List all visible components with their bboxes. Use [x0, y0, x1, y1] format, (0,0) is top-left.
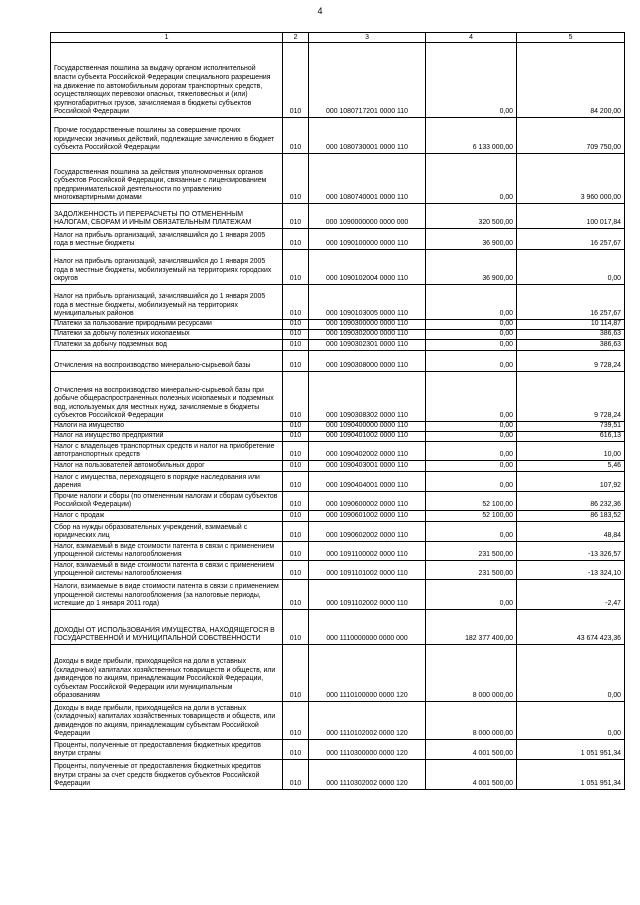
row-fact-cell: 3 960 000,00	[517, 154, 625, 204]
column-header-line-code: 2	[283, 33, 309, 43]
row-budget-code-cell: 000 1090103005 0000 110	[309, 285, 426, 320]
table-row	[51, 561, 625, 580]
row-line-code-cell: 010	[283, 154, 309, 204]
row-plan-cell: 0,00	[426, 580, 517, 610]
table-row	[51, 432, 625, 442]
row-plan-cell: 0,00	[426, 43, 517, 118]
row-fact-cell: 43 674 423,36	[517, 610, 625, 645]
table-row	[51, 118, 625, 154]
table-row	[51, 645, 625, 702]
table-row	[51, 511, 625, 522]
column-header-plan: 4	[426, 33, 517, 43]
table-row	[51, 372, 625, 422]
row-name-cell: Государственная пошлина за действия уполномоченных органов субъектов Российской Федерации, связанные с лицензированием предпринимательской деятельности по управлению многоквартирными домами	[51, 154, 283, 204]
row-plan-cell: 0,00	[426, 472, 517, 492]
table-row	[51, 340, 625, 351]
row-plan-cell: 0,00	[426, 320, 517, 330]
table-row	[51, 472, 625, 492]
row-fact-cell: 86 183,52	[517, 511, 625, 522]
row-plan-cell: 0,00	[426, 154, 517, 204]
row-fact-cell: 9 728,24	[517, 351, 625, 372]
row-line-code-cell: 010	[283, 351, 309, 372]
row-fact-cell: 386,63	[517, 340, 625, 351]
row-plan-cell: 52 100,00	[426, 492, 517, 511]
row-name-cell: Платежи за добычу подземных вод	[51, 340, 283, 351]
row-plan-cell: 231 500,00	[426, 542, 517, 561]
row-budget-code-cell: 000 1090302301 0000 110	[309, 340, 426, 351]
row-plan-cell: 36 900,00	[426, 229, 517, 250]
row-name-cell: Платежи за добычу полезных ископаемых	[51, 330, 283, 340]
row-budget-code-cell: 000 1091101002 0000 110	[309, 561, 426, 580]
row-budget-code-cell: 000 1080740001 0000 110	[309, 154, 426, 204]
row-line-code-cell: 010	[283, 740, 309, 760]
row-budget-code-cell: 000 1110000000 0000 000	[309, 610, 426, 645]
row-budget-code-cell: 000 1090402002 0000 110	[309, 442, 426, 461]
row-name-cell: Налог с продаж	[51, 511, 283, 522]
row-line-code-cell: 010	[283, 442, 309, 461]
row-line-code-cell: 010	[283, 422, 309, 432]
table-row	[51, 522, 625, 542]
row-name-cell: ЗАДОЛЖЕННОСТЬ И ПЕРЕРАСЧЕТЫ ПО ОТМЕНЕННЫМ НАЛОГАМ, СБОРАМ И ИНЫМ ОБЯЗАТЕЛЬНЫМ ПЛАТЕЖАМ	[51, 204, 283, 229]
row-name-cell: Налог на прибыль организаций, зачислявшийся до 1 января 2005 года в местные бюджеты, мобилизуемый на территориях муниципальных районов	[51, 285, 283, 320]
row-plan-cell: 0,00	[426, 340, 517, 351]
row-plan-cell: 0,00	[426, 372, 517, 422]
table-row	[51, 580, 625, 610]
row-plan-cell: 4 001 500,00	[426, 740, 517, 760]
row-budget-code-cell: 000 1090401002 0000 110	[309, 432, 426, 442]
row-plan-cell: 231 500,00	[426, 561, 517, 580]
row-name-cell: Налоги, взимаемые в виде стоимости патента в связи с применением упрощенной системы налогообложения (за налоговые периоды, истекшие до 1 января 2011 года)	[51, 580, 283, 610]
row-fact-cell: 0,00	[517, 645, 625, 702]
row-name-cell: Налог с владельцев транспортных средств и налог на приобретение автотранспортных средств	[51, 442, 283, 461]
row-name-cell: Налог, взимаемый в виде стоимости патента в связи с применением упрощенной системы налогообложения	[51, 542, 283, 561]
table-row	[51, 492, 625, 511]
row-line-code-cell: 010	[283, 250, 309, 285]
row-budget-code-cell: 000 1090404001 0000 110	[309, 472, 426, 492]
row-budget-code-cell: 000 1110302002 0000 120	[309, 760, 426, 790]
report-body	[51, 43, 625, 790]
row-fact-cell: 86 232,36	[517, 492, 625, 511]
row-line-code-cell: 010	[283, 492, 309, 511]
row-plan-cell: 36 900,00	[426, 250, 517, 285]
row-name-cell: Налог, взимаемый в виде стоимости патента в связи с применением упрощенной системы налогообложения	[51, 561, 283, 580]
row-line-code-cell: 010	[283, 461, 309, 472]
row-name-cell: Налоги на имущество	[51, 422, 283, 432]
row-name-cell: Налог с имущества, переходящего в порядке наследования или дарения	[51, 472, 283, 492]
row-plan-cell: 182 377 400,00	[426, 610, 517, 645]
row-fact-cell: -13 324,10	[517, 561, 625, 580]
row-fact-cell: 739,51	[517, 422, 625, 432]
row-name-cell: Налог на прибыль организаций, зачислявшийся до 1 января 2005 года в местные бюджеты, мобилизуемый на территориях городских округов	[51, 250, 283, 285]
row-budget-code-cell: 000 1090400000 0000 110	[309, 422, 426, 432]
row-budget-code-cell: 000 1110300000 0000 120	[309, 740, 426, 760]
row-fact-cell: 16 257,67	[517, 285, 625, 320]
row-plan-cell: 320 500,00	[426, 204, 517, 229]
row-name-cell: Государственная пошлина за выдачу органом исполнительной власти субъекта Российской Федерации специального разрешения на движение по автомобильным дорогам транспортных средств, осуществляющих перевозки опасных, тяжеловесных и (или) крупногабаритных грузов, зачисляемая в бюджеты субъектов Российской Федерации	[51, 43, 283, 118]
row-fact-cell: 616,13	[517, 432, 625, 442]
row-fact-cell: 10 114,87	[517, 320, 625, 330]
row-budget-code-cell: 000 1080717201 0000 110	[309, 43, 426, 118]
row-plan-cell: 0,00	[426, 522, 517, 542]
table-row	[51, 320, 625, 330]
row-line-code-cell: 010	[283, 118, 309, 154]
row-line-code-cell: 010	[283, 702, 309, 740]
column-header-name: 1	[51, 33, 283, 43]
row-budget-code-cell: 000 1090403001 0000 110	[309, 461, 426, 472]
row-name-cell: Налог на прибыль организаций, зачислявшийся до 1 января 2005 года в местные бюджеты	[51, 229, 283, 250]
row-plan-cell: 0,00	[426, 351, 517, 372]
table-row	[51, 442, 625, 461]
row-fact-cell: 709 750,00	[517, 118, 625, 154]
table-row	[51, 351, 625, 372]
row-name-cell: ДОХОДЫ ОТ ИСПОЛЬЗОВАНИЯ ИМУЩЕСТВА, НАХОДЯЩЕГОСЯ В ГОСУДАРСТВЕННОЙ И МУНИЦИПАЛЬНОЙ СОБСТВЕННОСТИ	[51, 610, 283, 645]
row-fact-cell: 0,00	[517, 702, 625, 740]
row-line-code-cell: 010	[283, 580, 309, 610]
row-budget-code-cell: 000 1090302000 0000 110	[309, 330, 426, 340]
table-row	[51, 542, 625, 561]
row-line-code-cell: 010	[283, 542, 309, 561]
table-row	[51, 422, 625, 432]
table-row	[51, 229, 625, 250]
row-plan-cell: 6 133 000,00	[426, 118, 517, 154]
row-name-cell: Доходы в виде прибыли, приходящейся на доли в уставных (складочных) капиталах хозяйственных товариществ и обществ, или дивидендов по акциям, принадлежащим субъектам Российской Федерации	[51, 702, 283, 740]
revenue-report-table	[50, 32, 625, 790]
table-row	[51, 610, 625, 645]
row-fact-cell: 100 017,84	[517, 204, 625, 229]
row-budget-code-cell: 000 1091100002 0000 110	[309, 542, 426, 561]
table-row	[51, 43, 625, 118]
row-fact-cell: 107,92	[517, 472, 625, 492]
row-line-code-cell: 010	[283, 43, 309, 118]
row-name-cell: Прочие государственные пошлины за совершение прочих юридически значимых действий, подлежащие зачислению в бюджет субъекта Российской Федерации	[51, 118, 283, 154]
table-row	[51, 330, 625, 340]
row-budget-code-cell: 000 1091102002 0000 110	[309, 580, 426, 610]
row-plan-cell: 0,00	[426, 285, 517, 320]
row-budget-code-cell: 000 1090602002 0000 110	[309, 522, 426, 542]
row-budget-code-cell: 000 1090601002 0000 110	[309, 511, 426, 522]
row-budget-code-cell: 000 1090100000 0000 110	[309, 229, 426, 250]
row-line-code-cell: 010	[283, 610, 309, 645]
table-row	[51, 204, 625, 229]
row-budget-code-cell: 000 1110102002 0000 120	[309, 702, 426, 740]
row-plan-cell: 0,00	[426, 442, 517, 461]
row-fact-cell: 1 051 951,34	[517, 760, 625, 790]
column-header-budget-code: 3	[309, 33, 426, 43]
row-plan-cell: 0,00	[426, 330, 517, 340]
row-budget-code-cell: 000 1110100000 0000 120	[309, 645, 426, 702]
table-row	[51, 461, 625, 472]
row-line-code-cell: 010	[283, 229, 309, 250]
row-name-cell: Проценты, полученные от предоставления бюджетных кредитов внутри страны	[51, 740, 283, 760]
row-plan-cell: 0,00	[426, 461, 517, 472]
row-plan-cell: 0,00	[426, 422, 517, 432]
row-line-code-cell: 010	[283, 760, 309, 790]
row-budget-code-cell: 000 1090102004 0000 110	[309, 250, 426, 285]
row-line-code-cell: 010	[283, 472, 309, 492]
row-name-cell: Сбор на нужды образовательных учреждений, взимаемый с юридических лиц	[51, 522, 283, 542]
row-budget-code-cell: 000 1090308302 0000 110	[309, 372, 426, 422]
column-header-fact: 5	[517, 33, 625, 43]
row-budget-code-cell: 000 1090000000 0000 000	[309, 204, 426, 229]
row-fact-cell: 84 200,00	[517, 43, 625, 118]
column-number-row	[51, 33, 625, 43]
row-line-code-cell: 010	[283, 561, 309, 580]
row-fact-cell: -2,47	[517, 580, 625, 610]
row-fact-cell: 0,00	[517, 250, 625, 285]
row-budget-code-cell: 000 1090300000 0000 110	[309, 320, 426, 330]
row-plan-cell: 8 000 000,00	[426, 702, 517, 740]
row-line-code-cell: 010	[283, 511, 309, 522]
row-name-cell: Прочие налоги и сборы (по отмененным налогам и сборам субъектов Российской Федерации)	[51, 492, 283, 511]
row-fact-cell: 386,63	[517, 330, 625, 340]
row-plan-cell: 52 100,00	[426, 511, 517, 522]
row-line-code-cell: 010	[283, 330, 309, 340]
row-name-cell: Проценты, полученные от предоставления бюджетных кредитов внутри страны за счет средств бюджетов субъектов Российской Федерации	[51, 760, 283, 790]
row-line-code-cell: 010	[283, 204, 309, 229]
row-fact-cell: -13 326,57	[517, 542, 625, 561]
row-name-cell: Доходы в виде прибыли, приходящейся на доли в уставных (складочных) капиталах хозяйственных товариществ и обществ, или дивидендов по акциям, принадлежащим Российской Федерации, субъектам Российской Федерации или муниципальным образованиям	[51, 645, 283, 702]
row-budget-code-cell: 000 1090308000 0000 110	[309, 351, 426, 372]
row-line-code-cell: 010	[283, 432, 309, 442]
row-fact-cell: 1 051 951,34	[517, 740, 625, 760]
row-line-code-cell: 010	[283, 320, 309, 330]
row-line-code-cell: 010	[283, 522, 309, 542]
row-name-cell: Налог на имущество предприятий	[51, 432, 283, 442]
row-name-cell: Налог на пользователей автомобильных дорог	[51, 461, 283, 472]
row-fact-cell: 48,84	[517, 522, 625, 542]
table-row	[51, 250, 625, 285]
row-line-code-cell: 010	[283, 285, 309, 320]
row-fact-cell: 10,00	[517, 442, 625, 461]
page-number: 4	[317, 6, 323, 16]
row-fact-cell: 16 257,67	[517, 229, 625, 250]
row-budget-code-cell: 000 1090600002 0000 110	[309, 492, 426, 511]
row-name-cell: Отчисления на воспроизводство минерально-сырьевой базы при добыче общераспространенных полезных ископаемых и подземных вод, используемых для местных нужд, зачисляемые в бюджеты субъектов Российской Федерации	[51, 372, 283, 422]
row-plan-cell: 4 001 500,00	[426, 760, 517, 790]
table-row	[51, 740, 625, 760]
row-fact-cell: 9 728,24	[517, 372, 625, 422]
row-plan-cell: 0,00	[426, 432, 517, 442]
row-name-cell: Отчисления на воспроизводство минерально-сырьевой базы	[51, 351, 283, 372]
table-row	[51, 285, 625, 320]
row-budget-code-cell: 000 1080730001 0000 110	[309, 118, 426, 154]
table-row	[51, 154, 625, 204]
row-name-cell: Платежи за пользование природными ресурсами	[51, 320, 283, 330]
table-row	[51, 760, 625, 790]
row-line-code-cell: 010	[283, 645, 309, 702]
row-line-code-cell: 010	[283, 340, 309, 351]
row-plan-cell: 8 000 000,00	[426, 645, 517, 702]
table-row	[51, 702, 625, 740]
row-fact-cell: 5,46	[517, 461, 625, 472]
row-line-code-cell: 010	[283, 372, 309, 422]
